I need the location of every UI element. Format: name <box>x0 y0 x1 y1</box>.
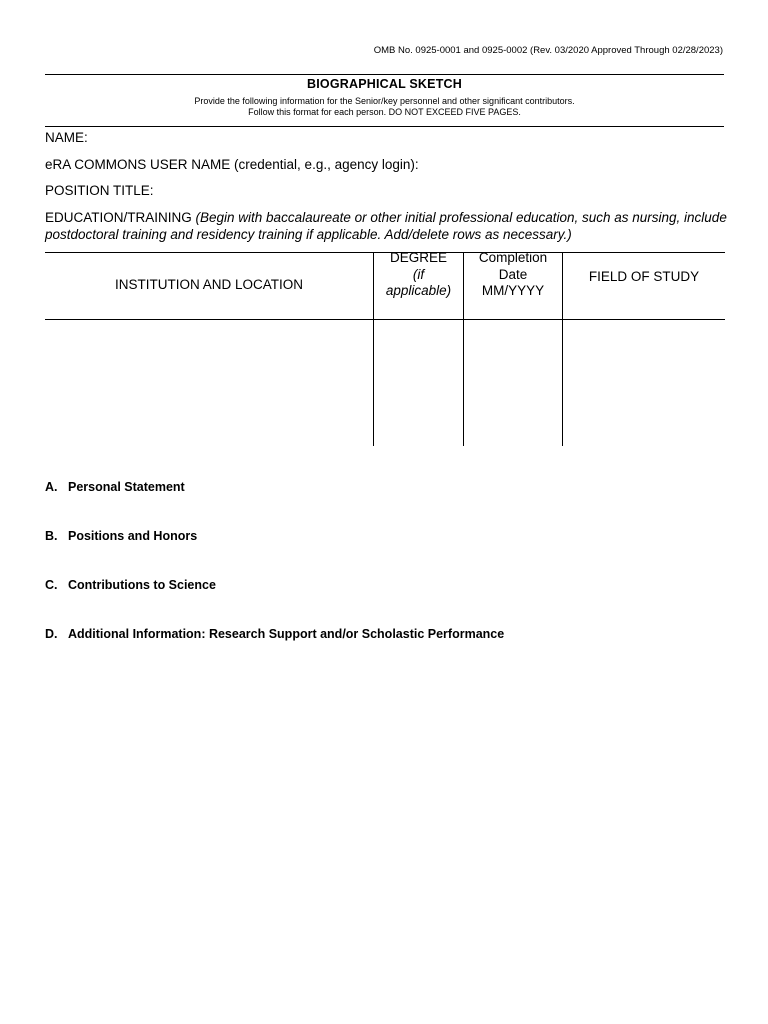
degree-header-line1: DEGREE <box>389 250 447 265</box>
section-b-title: Positions and Honors <box>68 529 198 543</box>
table-header-field <box>563 269 725 336</box>
position-title-label: POSITION TITLE: <box>45 183 154 198</box>
education-label: EDUCATION/TRAINING <box>45 210 196 225</box>
section-b <box>45 529 197 543</box>
section-d-letter: D. <box>45 627 58 641</box>
section-c-title: Contributions to Science <box>68 578 216 592</box>
name-label: NAME: <box>45 130 88 145</box>
degree-header-text <box>384 250 454 300</box>
header-divider <box>45 126 724 127</box>
institution-header-text: INSTITUTION AND LOCATION <box>114 277 303 293</box>
section-b-letter: B. <box>45 529 58 543</box>
page-title: BIOGRAPHICAL SKETCH <box>307 77 462 91</box>
completion-header-text: Completion Date MM/YYYY <box>478 250 548 298</box>
education-table <box>45 252 725 446</box>
instruction-line-1: Provide the following information for the Senior/key personnel and other significant contributors. <box>194 96 575 106</box>
education-note: (Begin with baccalaureate or other initial professional education, such as nursing, include postdoctoral training and residency training if applicable. Add/delete rows as necessary.) <box>45 210 727 242</box>
field-header-text: FIELD OF STUDY <box>588 269 700 284</box>
section-c <box>45 578 216 592</box>
era-commons-label: eRA COMMONS USER NAME (credential, e.g., agency login): <box>45 157 419 172</box>
section-a-letter: A. <box>45 480 58 494</box>
section-c-letter: C. <box>45 578 58 592</box>
top-divider <box>45 74 724 75</box>
education-training-label <box>45 209 735 243</box>
section-a <box>45 480 185 494</box>
section-d <box>45 627 504 641</box>
section-d-title: Additional Information: Research Support and/or Scholastic Performance <box>68 627 505 641</box>
table-header-completion <box>464 250 562 317</box>
table-header-institution <box>45 252 373 319</box>
instruction-line-2: Follow this format for each person. DO NOT EXCEED FIVE PAGES. <box>248 107 521 117</box>
degree-header-line2: (if applicable) <box>385 266 452 298</box>
section-a-title: Personal Statement <box>68 480 185 494</box>
omb-notice: OMB No. 0925-0001 and 0925-0002 (Rev. 03/2020 Approved Through 02/28/2023) <box>373 45 723 56</box>
table-header-degree <box>374 250 463 317</box>
